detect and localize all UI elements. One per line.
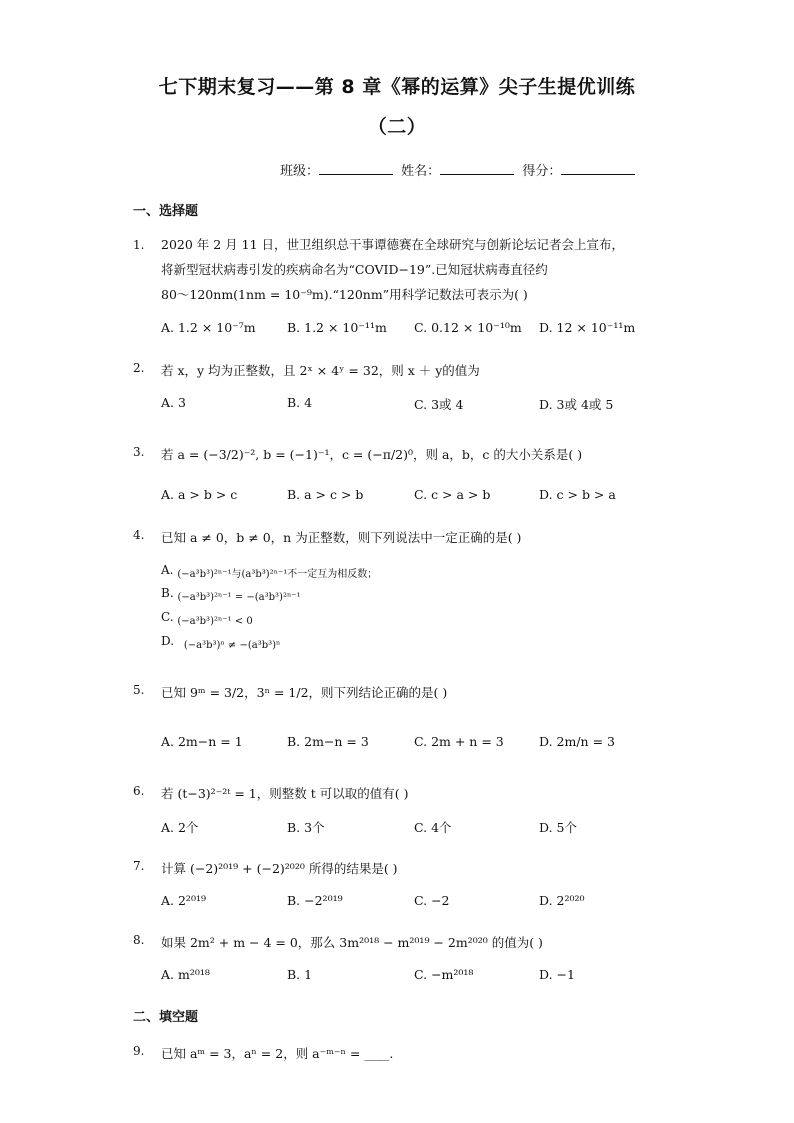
question-1-options <box>161 320 681 340</box>
option-text: (−a³b³)²ⁿ⁻¹与(a³b³)²ⁿ⁻¹不一定互为相反数； <box>177 569 378 580</box>
question-number: 7. <box>133 859 145 873</box>
score-blank <box>561 162 635 175</box>
option-a[interactable] <box>161 562 378 580</box>
option-b[interactable]: B. 1.2 × 10⁻¹¹m <box>287 320 387 335</box>
option-a[interactable]: A. m²⁰¹⁸ <box>161 967 210 982</box>
option-b[interactable]: B. 4 <box>287 395 313 410</box>
question-stem: 已知 a ≠ 0，b ≠ 0，n 为正整数，则下列说法中一定正确的是( ) <box>161 530 522 545</box>
option-c[interactable]: C. 3或 4 <box>414 397 464 412</box>
option-label: B. <box>161 586 174 600</box>
option-a[interactable]: A. 1.2 × 10⁻⁷m <box>161 320 256 335</box>
question-number: 6. <box>133 784 145 798</box>
option-c[interactable] <box>161 610 253 627</box>
option-b[interactable]: B. a > c > b <box>287 487 364 502</box>
question-stem: 若 a = (−3/2)⁻², b = (−1)⁻¹，c = (−π/2)⁰，则 a，b，c 的大小关系是( ) <box>161 447 583 462</box>
option-b[interactable]: B. 2m−n = 3 <box>287 734 369 749</box>
option-text: (−a³b³)²ⁿ⁻¹ = −(a³b³)²ⁿ⁻¹ <box>177 592 301 603</box>
option-a[interactable]: A. 3 <box>161 395 186 410</box>
question-stem: 若 x，y 均为正整数，且 2ˣ × 4ʸ = 32，则 x ＋ y的值为 <box>161 363 480 378</box>
option-a[interactable]: A. 2m−n = 1 <box>161 734 243 749</box>
option-text: (−a³b³)ⁿ ≠ −(a³b³)ⁿ <box>183 640 281 651</box>
option-label: A. <box>161 563 174 577</box>
question-stem: 如果 2m² + m − 4 = 0，那么 3m²⁰¹⁸ − m²⁰¹⁹ − 2m²⁰²⁰ 的值为( ) <box>161 935 543 950</box>
class-label: 班级： <box>280 164 320 179</box>
option-a[interactable]: A. 2个 <box>161 820 199 835</box>
question-stem-line: 2020 年 2 月 11 日，世卫组织总干事谭德赛在全球研究与创新论坛记者会上宣布， <box>161 237 625 252</box>
question-number: 3. <box>133 445 145 459</box>
question-stem[interactable]: 已知 aᵐ = 3，aⁿ = 2，则 a⁻ᵐ⁻ⁿ = ____. <box>161 1046 394 1061</box>
question-number: 2. <box>133 361 145 375</box>
option-d[interactable] <box>161 634 281 651</box>
option-b[interactable]: B. −2²⁰¹⁹ <box>287 893 343 908</box>
question-number: 1. <box>133 238 145 252</box>
option-a[interactable]: A. 2²⁰¹⁹ <box>161 893 206 908</box>
page-subtitle: （二） <box>367 116 427 138</box>
page-title: 七下期末复习——第 8 章《幂的运算》尖子生提优训练 <box>158 76 636 98</box>
option-d[interactable]: D. c > b > a <box>539 487 616 502</box>
option-text: (−a³b³)²ⁿ⁻¹ < 0 <box>177 616 253 627</box>
question-5-options <box>161 734 681 754</box>
option-c[interactable]: C. −m²⁰¹⁸ <box>414 967 474 982</box>
question-number: 4. <box>133 528 145 542</box>
question-stem: 计算 (−2)²⁰¹⁹ + (−2)²⁰²⁰ 所得的结果是( ) <box>161 861 398 876</box>
option-c[interactable]: C. 2m + n = 3 <box>414 734 504 749</box>
question-stem-line: 将新型冠状病毒引发的疾病命名为“COVID−19”.已知冠状病毒直径约 <box>161 262 548 277</box>
question-2-options <box>161 395 681 415</box>
name-label: 姓名： <box>401 164 441 179</box>
option-b[interactable]: B. 1 <box>287 967 313 982</box>
question-stem-line: 80～120nm(1nm = 10⁻⁹m).“120nm”用科学记数法可表示为( ) <box>161 287 528 302</box>
option-label: D. <box>161 634 175 648</box>
option-d[interactable]: D. 12 × 10⁻¹¹m <box>539 320 636 335</box>
question-3-options <box>161 487 681 507</box>
option-d[interactable]: D. 2m/n = 3 <box>539 734 615 749</box>
option-a[interactable]: A. a > b > c <box>161 487 238 502</box>
option-d[interactable]: D. −1 <box>539 967 575 982</box>
section-fill-heading: 二、填空题 <box>133 1010 199 1025</box>
option-b[interactable] <box>161 586 301 603</box>
name-blank <box>440 162 514 175</box>
option-c[interactable]: C. 4个 <box>414 820 452 835</box>
option-c[interactable]: C. 0.12 × 10⁻¹⁰m <box>414 320 522 335</box>
option-d[interactable]: D. 3或 4或 5 <box>539 397 614 412</box>
question-6-options <box>161 818 681 838</box>
option-d[interactable]: D. 2²⁰²⁰ <box>539 893 585 908</box>
option-b[interactable]: B. 3个 <box>287 820 325 835</box>
question-number: 5. <box>133 683 145 697</box>
section-choice-heading: 一、选择题 <box>133 204 199 219</box>
score-label: 得分： <box>522 164 562 179</box>
option-c[interactable]: C. c > a > b <box>414 487 491 502</box>
question-stem: 若 (t−3)²⁻²ᵗ = 1，则整数 t 可以取的值有( ) <box>161 786 409 801</box>
option-c[interactable]: C. −2 <box>414 893 450 908</box>
question-number: 8. <box>133 933 145 947</box>
option-d[interactable]: D. 5个 <box>539 820 577 835</box>
question-stem: 已知 9ᵐ = 3/2，3ⁿ = 1/2，则下列结论正确的是( ) <box>161 685 448 700</box>
question-7-options <box>161 893 681 913</box>
question-8-options <box>161 967 681 987</box>
student-info <box>280 160 639 179</box>
question-number: 9. <box>133 1044 145 1058</box>
class-blank <box>319 162 393 175</box>
option-label: C. <box>161 610 174 624</box>
